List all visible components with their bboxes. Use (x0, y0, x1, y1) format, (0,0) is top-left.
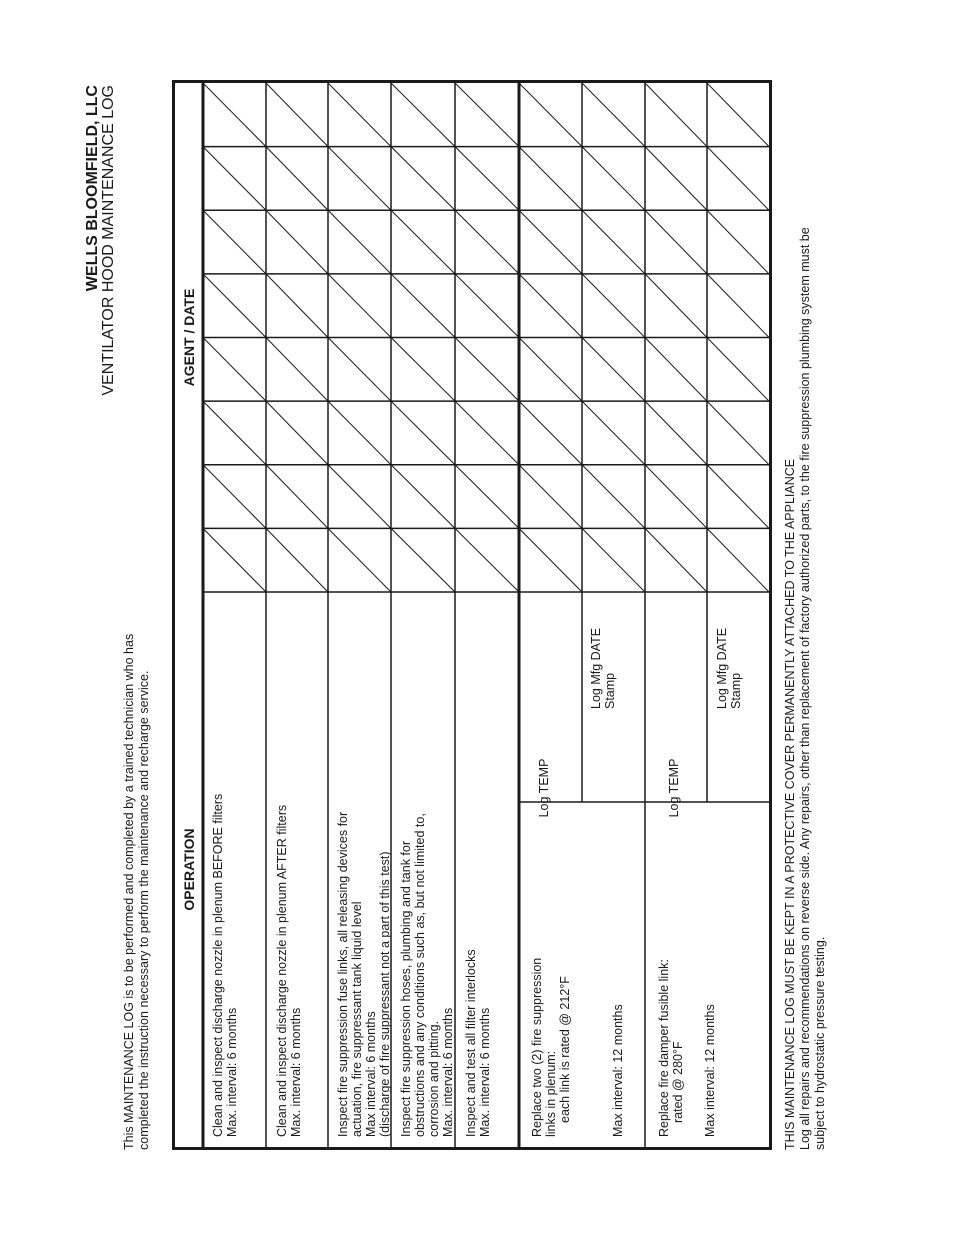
agent-date-cell-diagonal (707, 401, 769, 465)
maintenance-log-table (172, 80, 772, 1150)
agent-date-cell-diagonal (203, 274, 266, 338)
footer-line-1: THIS MAINTENANCE LOG MUST BE KEPT IN A PROTECTIVE COVER PERMANENTLY ATTACHED TO THE APPLIANCE (783, 458, 797, 1150)
operation-row-1 (211, 597, 239, 1137)
agent-date-cell-diagonal (328, 465, 391, 529)
row-4-line-3: corrosion and pitting. (427, 1020, 441, 1137)
row-5-line-2: Max. interval: 6 months (478, 1007, 492, 1137)
agent-date-cell-diagonal (645, 528, 707, 592)
operation-header: OPERATION (181, 828, 197, 911)
intro-text (122, 450, 152, 1150)
agent-date-cell-diagonal (328, 147, 391, 211)
group-2-log-temp-label: Log TEMP (667, 758, 681, 818)
operation-row-4 (399, 597, 455, 1137)
agent-date-cell-diagonal (582, 83, 645, 147)
agent-date-cell-diagonal (707, 465, 769, 529)
intro-line-2: completed the instruction necessary to perform the maintenance and recharge service. (137, 670, 151, 1150)
agent-date-cell-diagonal (645, 274, 707, 338)
agent-date-cell-diagonal (519, 338, 582, 402)
group-1-log-mfg-date-line-1: Log Mfg DATE (589, 627, 603, 709)
group-1-line-2: links in plenum: (544, 1050, 558, 1137)
agent-date-cell-diagonal (582, 147, 645, 211)
agent-date-cell-diagonal (328, 83, 391, 147)
agent-date-cell-diagonal (266, 401, 328, 465)
agent-date-cell-diagonal (519, 465, 582, 529)
group-2-log-mfg-date (715, 593, 743, 723)
agent-date-cell-diagonal (455, 210, 519, 274)
row-3-line-4: (discharge of fire suppressant not a part of this test) (378, 851, 392, 1137)
agent-date-cell-diagonal (391, 528, 455, 592)
agent-date-cell-diagonal (707, 338, 769, 402)
row-3-line-2: actuation, fire suppressant tank liquid level (350, 901, 364, 1137)
agent-date-cell-diagonal (203, 147, 266, 211)
agent-date-cell-diagonal (707, 528, 769, 592)
footer-notes (783, 70, 828, 1150)
agent-date-cell-diagonal (391, 465, 455, 529)
agent-date-cell-diagonal (203, 401, 266, 465)
operation-row-5 (464, 597, 492, 1137)
agent-date-cell-diagonal (519, 401, 582, 465)
agent-date-cell-diagonal (707, 147, 769, 211)
document-title: VENTILATOR HOOD MAINTENANCE LOG (100, 85, 117, 396)
agent-date-cell-diagonal (645, 401, 707, 465)
group-1-line-1: Replace two (2) fire suppression (530, 957, 544, 1137)
group-2-log-mfg-date-line-2: Stamp (729, 672, 743, 709)
operation-group-2 (657, 857, 685, 1137)
operation-row-2 (275, 597, 303, 1137)
agent-date-cell-diagonal (707, 210, 769, 274)
group-2-interval: Max interval: 12 months (703, 1004, 717, 1137)
group-2-log-mfg-date-line-1: Log Mfg DATE (715, 627, 729, 709)
agent-date-cell-diagonal (645, 210, 707, 274)
agent-date-cell-diagonal (391, 210, 455, 274)
footer-line-3: subject to hydrostatic pressure testing. (813, 936, 827, 1150)
agent-date-cell-diagonal (203, 83, 266, 147)
agent-date-cell-diagonal (203, 210, 266, 274)
agent-date-cell-diagonal (391, 274, 455, 338)
row-4-line-1: Inspect fire suppression hoses, plumbing and tank for (399, 840, 413, 1137)
row-2-line-1: Clean and inspect discharge nozzle in plenum AFTER filters (275, 804, 289, 1137)
group-1-log-mfg-date (589, 593, 617, 723)
agent-date-cell-diagonal (455, 274, 519, 338)
row-4-line-2: obstructions and any conditions such as, but not limited to, (413, 813, 427, 1137)
group-2-line-2: rated @ 280°F (671, 1041, 685, 1123)
agent-date-cell-diagonal (455, 465, 519, 529)
group-1-interval: Max interval: 12 months (611, 1004, 625, 1137)
agent-date-cell-diagonal (645, 338, 707, 402)
group-1-log-mfg-date-line-2: Stamp (603, 672, 617, 709)
row-2-line-2: Max. interval: 6 months (289, 1007, 303, 1137)
footer-line-2: Log all repairs and recommendations on reverse side. Any repairs, other than replacement of factory authorized parts, to the fire suppression plumbing system must be (798, 227, 812, 1150)
agent-date-cell-diagonal (519, 274, 582, 338)
agent-date-cell-diagonal (455, 401, 519, 465)
agent-date-cell-diagonal (455, 338, 519, 402)
row-5-line-1: Inspect and test all filter interlocks (464, 949, 478, 1137)
agent-date-cell-diagonal (391, 147, 455, 211)
agent-date-cell-diagonal (391, 83, 455, 147)
agent-date-cell-diagonal (582, 401, 645, 465)
agent-date-cell-diagonal (391, 401, 455, 465)
agent-date-cell-diagonal (455, 147, 519, 211)
agent-date-cell-diagonal (455, 83, 519, 147)
agent-date-cell-diagonal (391, 338, 455, 402)
operation-row-3 (336, 597, 392, 1137)
group-1-line-3: each link is rated @ 212°F (558, 976, 572, 1123)
agent-date-cell-diagonal (328, 401, 391, 465)
row-1-line-1: Clean and inspect discharge nozzle in plenum BEFORE filters (211, 793, 225, 1137)
agent-date-cell-diagonal (582, 210, 645, 274)
agent-date-cell-diagonal (203, 465, 266, 529)
agent-date-cell-diagonal (707, 83, 769, 147)
group-2-line-1: Replace fire damper fusible link: (657, 959, 671, 1137)
row-3-line-3: Max interval: 6 months (364, 1011, 378, 1137)
agent-date-cell-diagonal (519, 147, 582, 211)
agent-date-cell-diagonal (645, 147, 707, 211)
group-1-log-temp (537, 723, 551, 853)
row-1-line-2: Max. interval: 6 months (225, 1007, 239, 1137)
row-4-line-4: Max. interval: 6 months (441, 1007, 455, 1137)
agent-date-cell-diagonal (266, 274, 328, 338)
group-1-log-temp-label: Log TEMP (537, 758, 551, 818)
agent-date-cell-diagonal (645, 83, 707, 147)
agent-date-cell-diagonal (266, 528, 328, 592)
agent-date-cell-diagonal (582, 465, 645, 529)
agent-date-cell-diagonal (328, 274, 391, 338)
operation-group-1 (530, 857, 572, 1137)
agent-date-cell-diagonal (266, 465, 328, 529)
agent-date-cell-diagonal (455, 528, 519, 592)
agent-date-cell-diagonal (266, 338, 328, 402)
agent-date-cell-diagonal (328, 528, 391, 592)
agent-date-cell-diagonal (266, 210, 328, 274)
agent-date-cell-diagonal (707, 274, 769, 338)
agent-date-cell-diagonal (203, 338, 266, 402)
group-2-log-temp (667, 723, 681, 853)
company-name: WELLS BLOOMFIELD, LLC (84, 85, 101, 292)
intro-line-1: This MAINTENANCE LOG is to be performed and completed by a trained technician who has (122, 633, 136, 1150)
agent-date-cell-diagonal (519, 528, 582, 592)
agent-date-header: AGENT / DATE (181, 288, 197, 387)
agent-date-cell-diagonal (519, 210, 582, 274)
agent-date-cell-diagonal (582, 338, 645, 402)
agent-date-cell-diagonal (582, 528, 645, 592)
agent-date-cell-diagonal (519, 83, 582, 147)
agent-date-cell-diagonal (203, 528, 266, 592)
agent-date-cell-diagonal (582, 274, 645, 338)
agent-date-cell-diagonal (328, 338, 391, 402)
row-3-line-1: Inspect fire suppression fuse links, all releasing devices for (336, 811, 350, 1137)
agent-date-cell-diagonal (266, 83, 328, 147)
agent-date-cell-diagonal (328, 210, 391, 274)
agent-date-cell-diagonal (645, 465, 707, 529)
agent-date-cell-diagonal (266, 147, 328, 211)
